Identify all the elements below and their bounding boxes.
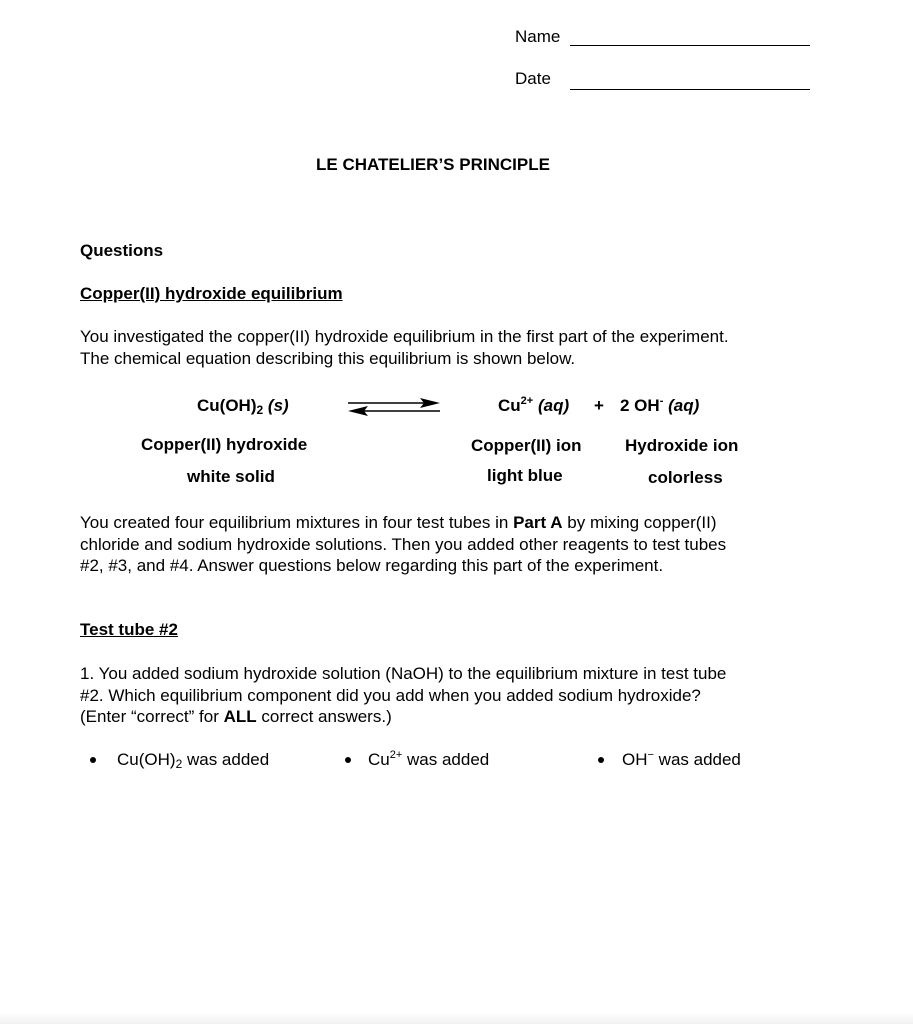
option-3-text: was added bbox=[653, 750, 741, 769]
question-1-line-1: 1. You added sodium hydroxide solution (NaOH) to the equilibrium mixture in test tube bbox=[80, 664, 727, 683]
question-1-line-3 bbox=[80, 706, 840, 728]
reactant-formula-text: Cu(OH) bbox=[197, 396, 257, 415]
reactant-subscript: 2 bbox=[256, 403, 264, 417]
product1-formula-text: Cu bbox=[498, 396, 521, 415]
option-3-charge: − bbox=[647, 749, 654, 761]
product1-charge: 2+ bbox=[520, 395, 534, 407]
question-1-all-bold: ALL bbox=[223, 707, 257, 726]
product1-formula bbox=[498, 396, 569, 416]
date-blank-line[interactable] bbox=[570, 89, 810, 90]
reactant-name: Copper(II) hydroxide bbox=[141, 435, 308, 454]
page-title: LE CHATELIER’S PRINCIPLE bbox=[316, 155, 550, 174]
part-a-line-1-pre: You created four equilibrium mixtures in four test tubes in bbox=[80, 513, 514, 532]
option-1-text: was added bbox=[182, 750, 270, 769]
date-label: Date bbox=[515, 69, 551, 88]
option-1-subscript: 2 bbox=[175, 757, 183, 771]
product2-formula bbox=[620, 396, 699, 416]
questions-heading: Questions bbox=[80, 241, 164, 260]
product1-description: light blue bbox=[487, 466, 563, 485]
option-cu2-added[interactable] bbox=[368, 750, 489, 770]
option-3-bullet-icon bbox=[598, 757, 604, 763]
product2-formula-text: 2 OH bbox=[620, 396, 660, 415]
option-2-formula: Cu bbox=[368, 750, 390, 769]
equilibrium-arrows-icon bbox=[346, 396, 442, 418]
option-2-bullet-icon bbox=[345, 757, 351, 763]
product2-state: (aq) bbox=[668, 396, 700, 415]
intro-paragraph bbox=[80, 326, 840, 369]
part-a-line-1 bbox=[80, 512, 840, 534]
question-1-line-3-post: correct answers.) bbox=[256, 707, 392, 726]
part-a-line-3: #2, #3, and #4. Answer questions below regarding this part of the experiment. bbox=[80, 556, 664, 575]
page-bottom-shadow bbox=[0, 1012, 913, 1024]
option-2-charge: 2+ bbox=[389, 749, 403, 761]
product2-description: colorless bbox=[648, 468, 723, 487]
option-oh-added[interactable] bbox=[622, 750, 741, 770]
option-cu-oh-2-added[interactable] bbox=[117, 750, 269, 770]
name-label: Name bbox=[515, 27, 561, 46]
question-1-line-3-pre: (Enter “correct” for bbox=[80, 707, 224, 726]
question-1 bbox=[80, 663, 840, 728]
name-blank-line[interactable] bbox=[570, 45, 810, 46]
option-1-formula: Cu(OH) bbox=[117, 750, 176, 769]
question-1-line-2: #2. Which equilibrium component did you add when you added sodium hydroxide? bbox=[80, 685, 701, 705]
option-1-bullet-icon bbox=[90, 757, 96, 763]
product1-state: (aq) bbox=[537, 396, 570, 415]
option-3-formula: OH bbox=[622, 750, 648, 769]
test-tube-2-heading: Test tube #2 bbox=[80, 620, 178, 639]
part-a-bold: Part A bbox=[513, 513, 563, 532]
product2-charge: - bbox=[659, 395, 664, 407]
reactant-formula bbox=[197, 396, 289, 416]
intro-line-2: The chemical equation describing this equilibrium is shown below. bbox=[80, 348, 576, 368]
reactant-description: white solid bbox=[187, 467, 275, 486]
part-a-line-1-post: by mixing copper(II) bbox=[562, 513, 717, 532]
intro-line-1: You investigated the copper(II) hydroxide equilibrium in the first part of the experiment. bbox=[80, 327, 729, 346]
reactant-state: (s) bbox=[267, 396, 289, 415]
part-a-paragraph bbox=[80, 512, 840, 577]
part-a-line-2: chloride and sodium hydroxide solutions. Then you added other reagents to test tubes bbox=[80, 534, 727, 554]
section-heading-copper-hydroxide: Copper(II) hydroxide equilibrium bbox=[80, 284, 343, 303]
product2-name: Hydroxide ion bbox=[625, 436, 739, 455]
product1-name: Copper(II) ion bbox=[471, 436, 582, 455]
plus-sign: + bbox=[594, 396, 604, 415]
option-2-text: was added bbox=[402, 750, 490, 769]
